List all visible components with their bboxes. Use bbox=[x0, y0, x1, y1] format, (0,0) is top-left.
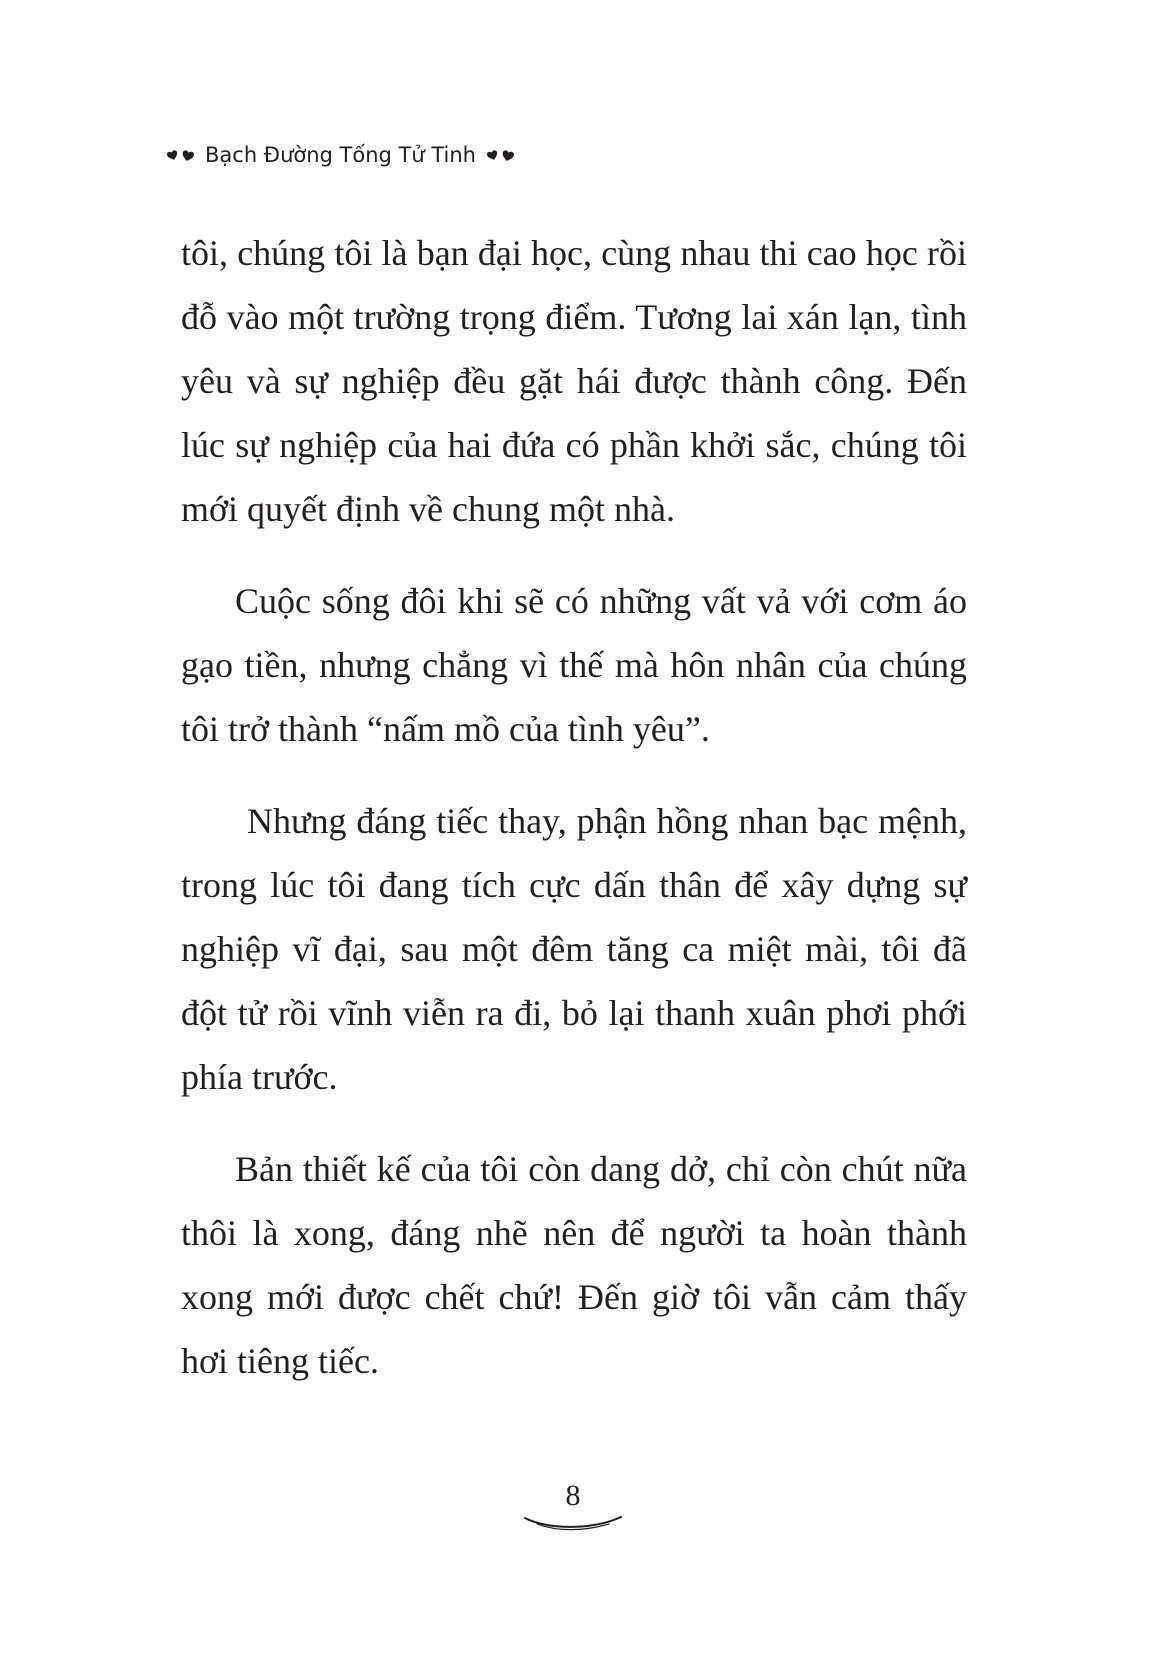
paragraph: Cuộc sống đôi khi sẽ có những vất vả với cơm áo gạo tiền, nhưng chẳng vì thế mà hôn nhân của chúng tôi trở thành “nấm mồ của tình yêu”. bbox=[181, 581, 967, 749]
running-header bbox=[166, 138, 515, 172]
paragraph: Bản thiết kế của tôi còn dang dở, chỉ còn chút nữa thôi là xong, đáng nhẽ nên để người ta hoàn thành xong mới được chết chứ! Đến giờ tôi vẫn cảm thấy hơi tiêng tiếc. bbox=[181, 1149, 967, 1381]
swash-ornament-icon bbox=[523, 1512, 623, 1532]
body-text bbox=[181, 221, 967, 1393]
paragraph: Nhưng đáng tiếc thay, phận hồng nhan bạc mệnh, trong lúc tôi đang tích cực dấn thân để xây dựng sự nghiệp vĩ đại, sau một đêm tăng ca miệt mài, tôi đã đột tử rồi vĩnh viễn ra đi, bỏ lại thanh xuân phơi phới phía trước. bbox=[181, 801, 967, 1097]
page-number: 8 bbox=[565, 1479, 581, 1512]
hearts-ornament-icon bbox=[166, 149, 195, 162]
hearts-ornament-icon bbox=[486, 149, 515, 162]
running-header-title: Bạch Đường Tống Tử Tinh bbox=[205, 143, 476, 167]
paragraph: tôi, chúng tôi là bạn đại học, cùng nhau thi cao học rồi đỗ vào một trường trọng điểm. Tương lai xán lạn, tình yêu và sự nghiệp đều gặt hái được thành công. Đến lúc sự nghiệp của hai đứa có phần khởi sắc, chúng tôi mới quyết định về chung một nhà. bbox=[181, 233, 967, 529]
